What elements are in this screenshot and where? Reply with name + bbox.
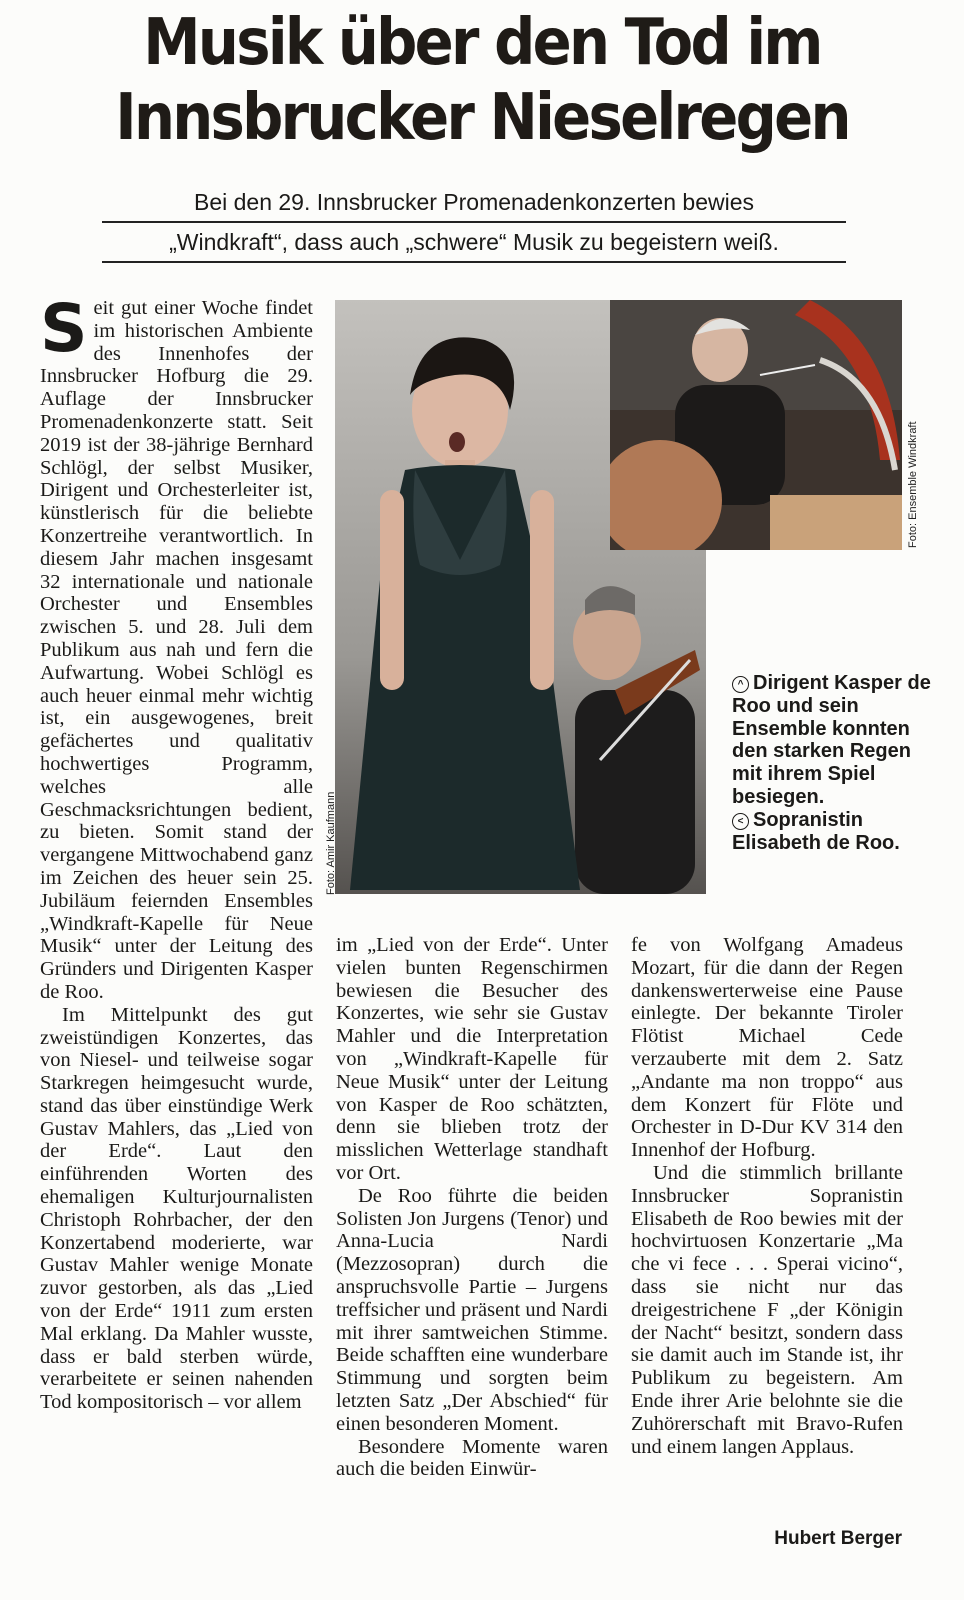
photo-caption — [732, 672, 932, 854]
article-paragraph: Im Mittelpunkt des gut zweistündigen Konzertes, das von Niesel- und teilweise sogar Starkregen heimgesucht wurde, stand das über einstündige Werk Gustav Mahlers, das „Lied von der Erde“. Laut den einführenden Worten des ehemaligen Kulturjournalisten Christoph Rohrbacher, der den Konzertabend moderierte, war Gustav Mahler wenige Monate zuvor gestorben, als das „Lied von der Erde“ 1911 zum ersten Mal erklang. Da Mahler wusste, dass er bald sterben würde, verarbeitete er seinen nahenden Tod kompositorisch – vor allem — [40, 1003, 313, 1414]
conductor-illustration — [610, 300, 902, 550]
article-paragraph: De Roo führte die beiden Solisten Jon Jurgens (Tenor) und Anna-Lucia Nardi (Mezzosopran) durch die anspruchsvolle Partie – Jurgens treffsicher und präsent und Nardi mit ihrer samtweichen Stimme. Beide schafften eine wunderbare Stimmung und sorgten beim letzten Satz „Der Abschied“ für einen besonderen Moment. — [336, 1184, 608, 1435]
caption-up-marker-icon: ^ — [732, 676, 749, 693]
article-paragraph: fe von Wolfgang Amadeus Mozart, für die dann der Regen dankenswerterweise eine Pause einlegte. Der bekannte Tiroler Flötist Michael Cede verzauberte mit dem 2. Satz „Andante ma non troppo“ aus dem Konzert für Flöte und Orchester in D-Dur KV 314 den Innenhof der Hofburg. — [631, 934, 903, 1162]
article-column-1 — [40, 290, 313, 1414]
caption-left-marker-icon: < — [732, 813, 749, 830]
subheadline-line-2: „Windkraft“, dass auch „schwere“ Musik zu begeistern weiß. — [102, 227, 846, 263]
photo-credit-soprano: Foto: Amir Kaufmann — [325, 791, 337, 895]
subheadline-line-1: Bei den 29. Innsbrucker Promenadenkonzerten bewies — [102, 187, 846, 223]
caption-soprano: Sopranistin Elisabeth de Roo. — [732, 808, 900, 854]
photo-credit-conductor: Foto: Ensemble Windkraft — [907, 421, 919, 548]
article-paragraph: im „Lied von der Erde“. Unter vielen bunten Regenschirmen bewiesen die Besucher des Konzertes, wie sehr sie Gustav Mahler und die Interpretation von „Windkraft-Kapelle für Neue Musik“ unter der Leitung von Kasper de Roo schätzten, denn sie blieben trotz der misslichen Wetterlage standhaft vor Ort. — [336, 934, 608, 1184]
headline — [48, 6, 916, 156]
article-paragraph: Besondere Momente waren auch die beiden Einwür- — [336, 1435, 608, 1481]
drop-cap: S — [40, 290, 88, 367]
headline-line-2: Innsbrucker Nieselregen — [115, 81, 849, 155]
article-paragraph: eit gut einer Woche findet im historischen Ambiente des Innenhofes der Innsbrucker Hofburg die 29. Auflage der Innsbrucker Promenadenkonzerte statt. Seit 2019 ist der 38-jährige Bernhard Schlögl, der selbst Musiker, Dirigent und Orchesterleiter ist, künstlerisch für die beliebte Konzertreihe verantwortlich. In diesem Jahr machen insgesamt 32 internationale und nationale Orchester und Ensembles zwischen 5. und 28. Juli dem Publikum aus nah und fern die Aufwartung. Wobei Schlögl es auch heuer einmal mehr wichtig ist, ein ausgewogenes, breit gefächertes und qualitativ hochwertiges Programm, welches alle Geschmacksrichtungen bedient, zu bieten. Somit stand der vergangene Mittwochabend ganz im Zeichen des heuer sein 25. Jubiläum feiernden Ensembles „Windkraft-Kapelle für Neue Musik“ unter der Leitung des Gründers und Dirigenten Kasper de Roo. — [40, 297, 313, 1003]
author-byline: Hubert Berger — [774, 1528, 902, 1549]
photo-conductor — [610, 300, 902, 550]
headline-line-1: Musik über den Tod im — [143, 6, 821, 80]
caption-conductor: Dirigent Kasper de Roo und sein Ensemble konnten den starken Regen mit ihrem Spiel besiegen. — [732, 672, 931, 808]
article-paragraph: Und die stimmlich brillante Innsbrucker Sopranistin Elisabeth de Roo bewies mit der hochvirtuosen Konzertarie „Ma che vi fece . . . Sperai vicino“, dass sie nicht nur das dreigestrichene F „der Königin der Nacht“ besitzt, sondern dass sie damit auch im Stande ist, ihr Publikum zu begeistern. Am Ende ihrer Arie belohnte sie die Zuhörerschaft mit Bravo-Rufen und einem langen Applaus. — [631, 1161, 903, 1458]
article-column-2 — [336, 934, 608, 1481]
article-column-3 — [631, 934, 903, 1458]
